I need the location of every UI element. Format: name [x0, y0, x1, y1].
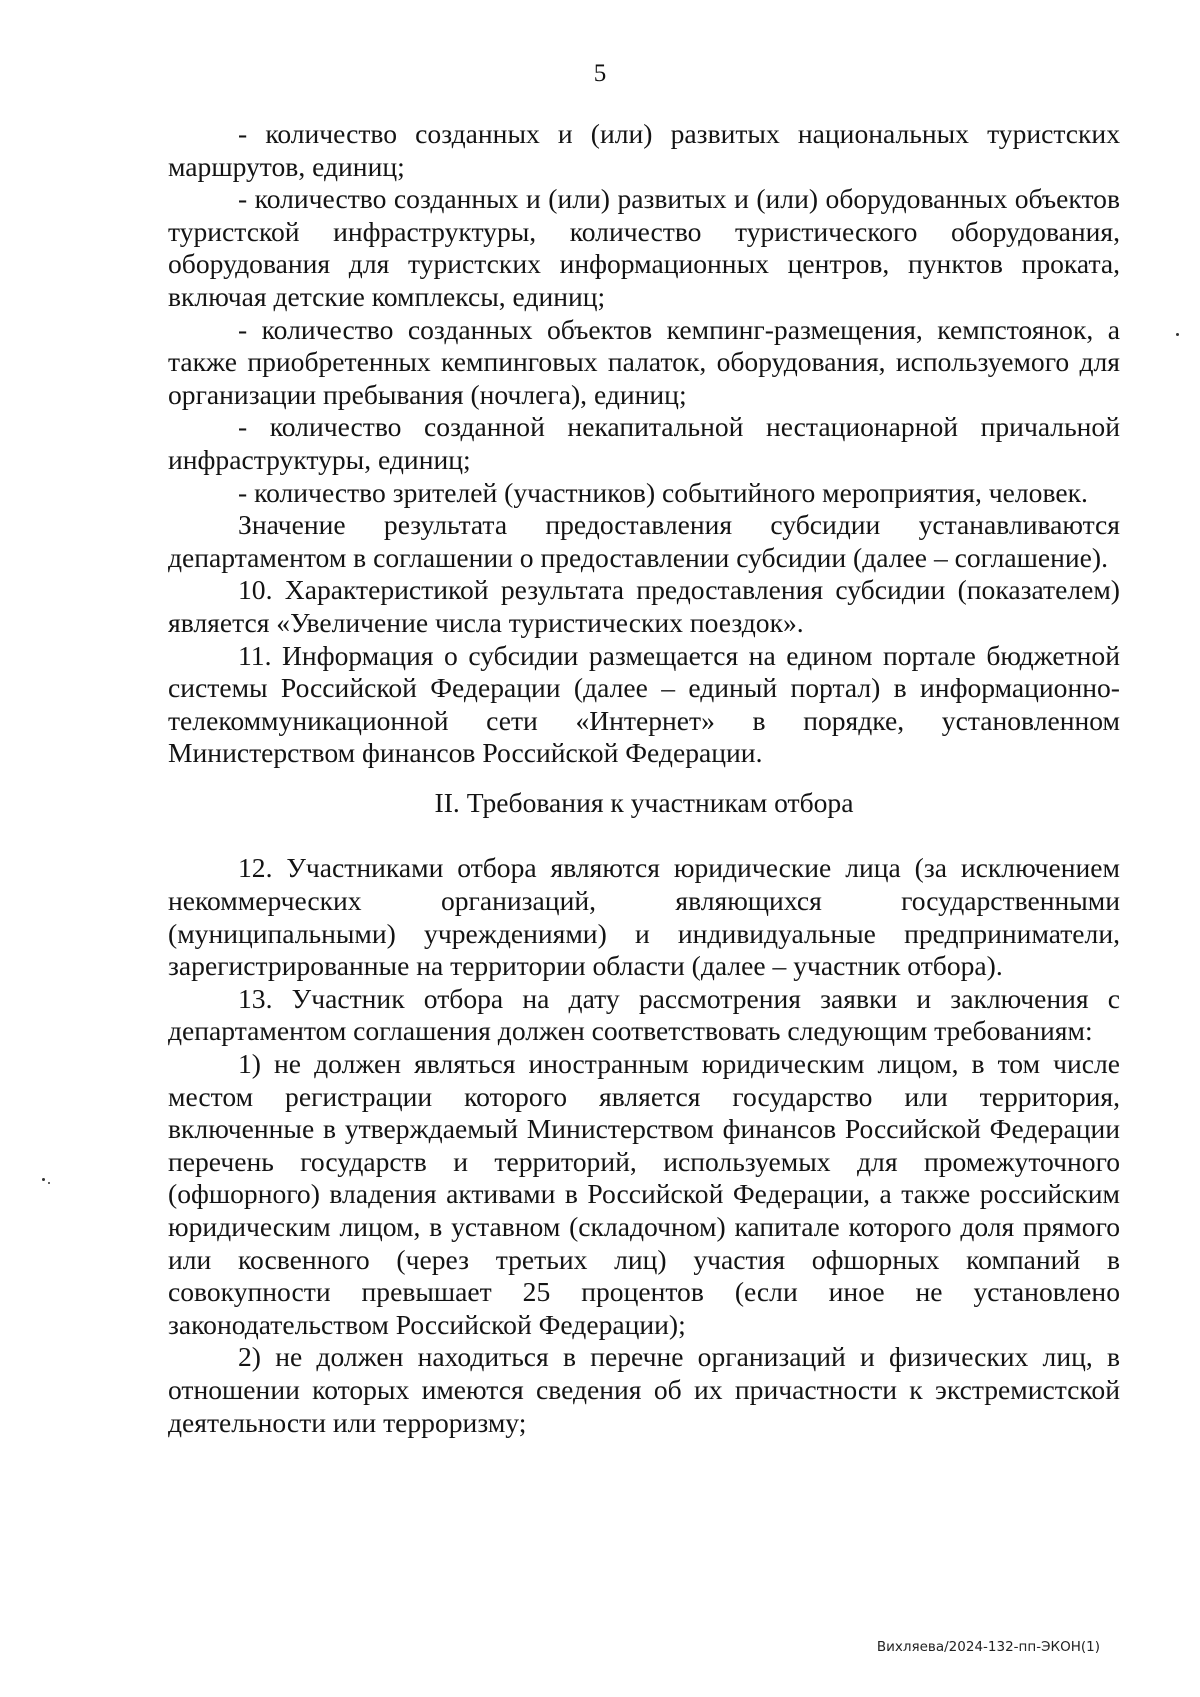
clause-12: 12. Участниками отбора являются юридические лица (за исключением некоммерческих организаций, являющихся государственными (муниципальными) учреждениями) и индивидуальные предприниматели, зарегистрированные на территории области (далее – участник отбора). — [168, 852, 1120, 982]
document-body — [168, 118, 1120, 1439]
list-item-spectators: - количество зрителей (участников) событийного мероприятия, человек. — [238, 476, 1088, 508]
list-item-mooring: - количество созданной некапитальной нестационарной причальной инфраструктуры, единиц; — [168, 411, 1120, 475]
requirement-1: 1) не должен являться иностранным юридическим лицом, в том числе местом регистрации которого является государство или территория, включенные в утверждаемый Министерством финансов Российской Федерации перечень государств и территорий, используемых для промежуточного (офшорного) владения активами в Российской Федерации, а также российским юридическим лицом, в уставном (складочном) капитале которого доля прямого или косвенного (через третьих лиц) участия офшорных компаний в совокупности превышает 25 процентов (если иное не установлено законодательством Российской Федерации); — [168, 1048, 1120, 1340]
list-item-infrastructure: - количество созданных и (или) развитых и (или) оборудованных объектов туристской инфраструктуры, количество туристического оборудования, оборудования для туристских информационных центров, пунктов проката, включая детские комплексы, единиц; — [168, 183, 1120, 312]
list-item-camping: - количество созданных объектов кемпинг-размещения, кемпстоянок, а также приобретенных кемпинговых палаток, оборудования, используемого для организации пребывания (ночлега), единиц; — [168, 313, 1120, 410]
page-number: 5 — [593, 60, 607, 87]
list-item-routes: - количество созданных и (или) развитых национальных туристских маршрутов, единиц; — [168, 118, 1120, 182]
scan-speck — [48, 1182, 50, 1184]
scan-speck — [42, 1178, 45, 1181]
document-footer-code: Вихляева/2024-132-пп-ЭКОН(1) — [876, 1639, 1100, 1655]
clause-10: 10. Характеристикой результата предоставления субсидии (показателем) является «Увеличение числа туристических поездок». — [168, 574, 1120, 638]
clause-13: 13. Участник отбора на дату рассмотрения заявки и заключения с департаментом соглашения должен соответствовать следующим требованиям: — [168, 982, 1120, 1047]
section-heading: II. Требования к участникам отбора — [434, 786, 854, 818]
paragraph-result-value: Значение результата предоставления субсидии устанавливаются департаментом в соглашении о предоставлении субсидии (далее – соглашение). — [168, 509, 1120, 573]
scan-speck — [1176, 333, 1179, 336]
clause-11: 11. Информация о субсидии размещается на едином портале бюджетной системы Российской Федерации (далее – единый портал) в информационно-телекоммуникационной сети «Интернет» в порядке, установленном Министерством финансов Российской Федерации. — [168, 639, 1120, 769]
requirement-2: 2) не должен находиться в перечне организаций и физических лиц, в отношении которых имеются сведения об их причастности к экстремистской деятельности или терроризму; — [168, 1341, 1120, 1438]
